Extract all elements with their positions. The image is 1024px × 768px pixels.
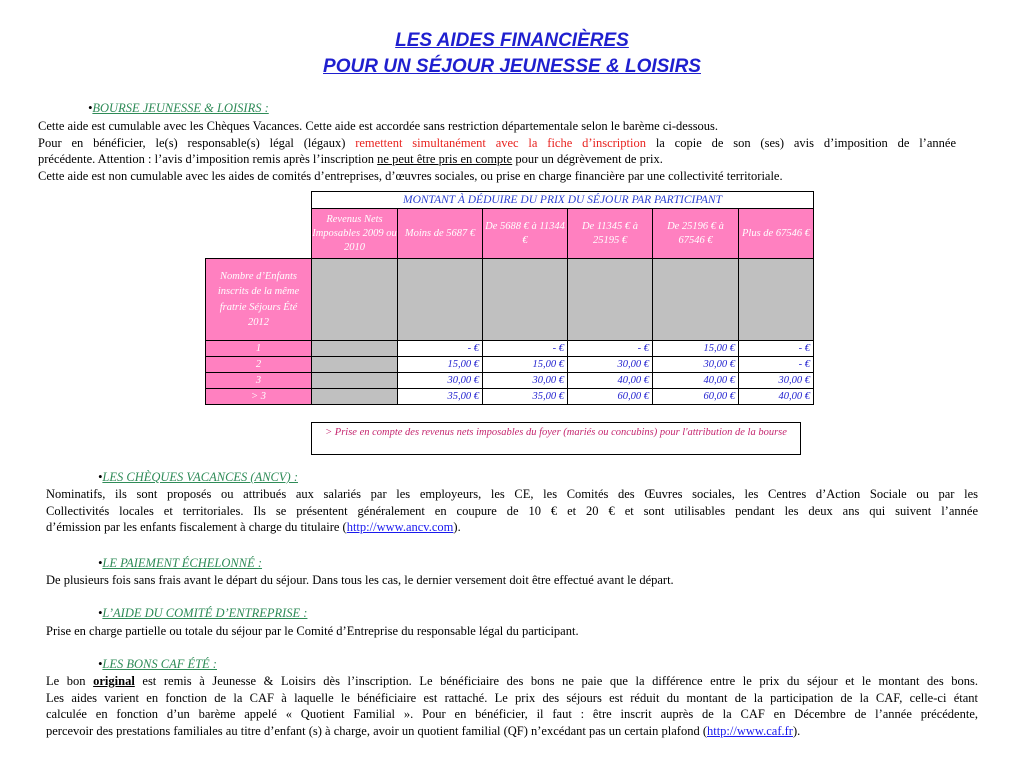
bourse-underlined-text: ne peut être pris en compte xyxy=(377,152,513,166)
caf-line-1 xyxy=(46,673,978,690)
section-label-bourse: BOURSE JEUNESSE & LOISIRS : xyxy=(92,101,269,115)
table-cell: 40,00 € xyxy=(653,373,739,389)
table-row xyxy=(206,341,814,357)
bourse-line-2-start: Pour en bénéficier, le(s) responsable(s) légal (légaux) xyxy=(38,135,346,150)
table-cell: - € xyxy=(739,357,814,373)
table-cell: - € xyxy=(398,341,483,357)
table-cell: - € xyxy=(568,341,653,357)
section-label-cheques: LES CHÈQUES VACANCES (ANCV) : xyxy=(102,470,298,484)
table-cell: 60,00 € xyxy=(653,389,739,405)
table-corner-header: Revenus Nets Imposables 2009 ou 2010 xyxy=(312,209,398,259)
page-subtitle: POUR UN SÉJOUR JEUNESSE & LOISIRS xyxy=(323,56,701,77)
bullet: • xyxy=(88,101,93,115)
table-cell: 30,00 € xyxy=(739,373,814,389)
bourse-line-3 xyxy=(38,151,956,168)
caf-line-2: Les aides varient en fonction de la CAF à laquelle le bénéficiaire est rattaché. Le prix des séjours est réduit du montant de la participation de la CAF, celle-ci étant xyxy=(46,690,978,705)
bullet: • xyxy=(98,470,103,484)
table-row xyxy=(206,373,814,389)
table-cell: 30,00 € xyxy=(483,373,568,389)
bourse-line-2-end: la copie de son (ses) avis d’imposition de l’année xyxy=(655,135,956,150)
table-blank-cell xyxy=(206,192,312,209)
section-label-paiement: LE PAIEMENT ÉCHELONNÉ : xyxy=(102,556,263,570)
bullet: • xyxy=(98,657,103,671)
bourse-paragraph xyxy=(38,118,956,184)
bourse-line-4: Cette aide est non cumulable avec les aides de comités d’entreprises, d’œuvres sociales, ou prise en charge financière par une collectivité territoriale. xyxy=(38,168,783,183)
table-cell: 30,00 € xyxy=(653,357,739,373)
cheques-line-3-start: d’émission par les enfants fiscalement à charge du titulaire ( xyxy=(46,520,347,534)
caf-line-1-end: est remis à Jeunesse & Loisirs dès l’inscription. Le bénéficiaire des bons ne paie que la différence entre le prix du séjour et le montant des bons. xyxy=(142,674,979,688)
table-row-label: 3 xyxy=(206,373,312,389)
table-cell: 30,00 € xyxy=(398,373,483,389)
page-title: LES AIDES FINANCIÈRES xyxy=(395,30,629,51)
table-cell: 15,00 € xyxy=(653,341,739,357)
caf-original-text: original xyxy=(93,674,135,688)
table-cell: - € xyxy=(739,341,814,357)
cheques-paragraph xyxy=(46,486,978,536)
bullet: • xyxy=(98,556,103,570)
table-cell: 40,00 € xyxy=(739,389,814,405)
bourse-table xyxy=(205,191,814,405)
table-gray-cell xyxy=(312,373,398,389)
table-row-label: 2 xyxy=(206,357,312,373)
table-col-header: De 5688 € à 11344 € xyxy=(483,209,568,259)
section-label-caf: LES BONS CAF ÉTÉ : xyxy=(102,657,217,671)
table-col-header: De 25196 € à 67546 € xyxy=(653,209,739,259)
table-note: > Prise en compte des revenus nets imposables du foyer (mariés ou concubins) pour l'attribution de la bourse xyxy=(311,422,801,455)
table-row-label: 1 xyxy=(206,341,312,357)
cheques-line-1: Nominatifs, ils sont proposés ou attribués aux salariés par les employeurs, les CE, les Comités des Œuvres sociales, les Centres d’Action Sociale ou par les xyxy=(46,487,978,501)
paiement-paragraph xyxy=(46,572,978,589)
section-heading-cheques xyxy=(98,470,298,485)
table-title: MONTANT À DÉDUIRE DU PRIX DU SÉJOUR PAR PARTICIPANT xyxy=(312,192,814,209)
caf-paragraph xyxy=(46,673,978,739)
bourse-line-1: Cette aide est cumulable avec les Chèques Vacances. Cette aide est accordée sans restriction départementale selon le barème ci-dessous. xyxy=(38,119,719,133)
bullet: • xyxy=(98,606,103,620)
bourse-line-3-start: précédente. Attention : l’avis d’imposition remis après l’inscription xyxy=(38,152,375,166)
table-cell: 60,00 € xyxy=(568,389,653,405)
table-gray-cell xyxy=(739,259,814,341)
table-row xyxy=(206,357,814,373)
comite-line-1: Prise en charge partielle ou totale du séjour par le Comité d’Entreprise du responsable légal du participant. xyxy=(46,624,579,638)
paiement-line-1: De plusieurs fois sans frais avant le départ du séjour. Dans tous les cas, le dernier versement doit être effectué avant le départ. xyxy=(46,573,674,587)
table-gray-cell xyxy=(312,357,398,373)
section-heading-bourse xyxy=(88,101,269,116)
table-cell: 35,00 € xyxy=(398,389,483,405)
table-cell: 15,00 € xyxy=(398,357,483,373)
caf-line-4-end: ). xyxy=(792,723,801,738)
table-row xyxy=(206,389,814,405)
bourse-line-2 xyxy=(38,135,956,152)
table-cell: 15,00 € xyxy=(483,357,568,373)
section-heading-comite xyxy=(98,606,307,621)
cheques-line-2: Collectivités locales et territoriales. Ils se présentent généralement en coupure de 10 € et 20 € et sont utilisables pendant les deux ans qui suivent l’année xyxy=(46,503,978,518)
table-gray-cell xyxy=(312,389,398,405)
table-gray-cell xyxy=(483,259,568,341)
caf-line-4 xyxy=(46,723,978,740)
table-col-header: Plus de 67546 € xyxy=(739,209,814,259)
caf-line-1-start: Le bon xyxy=(46,674,86,688)
table-col-header: Moins de 5687 € xyxy=(398,209,483,259)
table-gray-cell xyxy=(398,259,483,341)
caf-line-3: calculée en fonction d’un barème appelé « Quotient Familial ». Pour en bénéficier, il faut : être inscrit auprès de la CAF en Décembre de l’année précédente, xyxy=(46,707,978,721)
table-cell: - € xyxy=(483,341,568,357)
cheques-line-3-end: ). xyxy=(453,520,461,534)
bourse-highlight-text: remettent simultanément avec la fiche d’inscription xyxy=(355,135,646,150)
caf-link[interactable]: http://www.caf.fr xyxy=(706,723,793,738)
comite-paragraph xyxy=(46,623,978,640)
table-gray-cell xyxy=(312,341,398,357)
cheques-line-3 xyxy=(46,519,978,536)
ancv-link[interactable]: http://www.ancv.com xyxy=(346,520,454,534)
section-heading-caf xyxy=(98,657,217,672)
table-gray-cell xyxy=(568,259,653,341)
table-gray-cell xyxy=(312,259,398,341)
table-row-header: Nombre d’Enfants inscrits de la même fratrie Séjours Été 2012 xyxy=(206,259,312,341)
table-col-header: De 11345 € à 25195 € xyxy=(568,209,653,259)
table-cell: 30,00 € xyxy=(568,357,653,373)
section-label-comite: L’AIDE DU COMITÉ D’ENTREPRISE : xyxy=(102,606,308,620)
table-cell: 35,00 € xyxy=(483,389,568,405)
caf-line-4-start: percevoir des prestations familiales au titre d’enfant (s) à charge, avoir un quotient familial (QF) n’excédant pas un certain plafond ( xyxy=(46,723,707,738)
table-row-label: > 3 xyxy=(206,389,312,405)
table-cell: 40,00 € xyxy=(568,373,653,389)
bourse-line-3-end: pour un dégrèvement de prix. xyxy=(515,152,663,166)
table-blank-cell xyxy=(206,209,312,259)
section-heading-paiement xyxy=(98,556,262,571)
table-gray-cell xyxy=(653,259,739,341)
